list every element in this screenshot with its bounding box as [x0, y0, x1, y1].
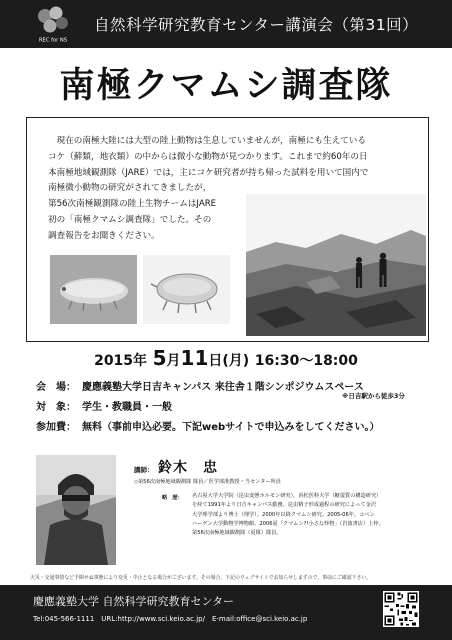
footer-organization: 慶應義塾大学 自然科学研究教育センター [33, 595, 235, 608]
lecture-title: 南極クマムシ調査隊 [59, 66, 393, 106]
event-year-unit: 年 [133, 353, 148, 369]
speaker-photo [36, 455, 116, 565]
tardigrade-micrograph-1 [50, 255, 137, 324]
fee-row [36, 418, 379, 433]
target-label: 対 象： [36, 402, 76, 413]
qr-code[interactable] [383, 591, 419, 627]
event-day-unit: 日 [208, 353, 223, 369]
event-weekday: (月) [222, 353, 250, 369]
tardigrade-micrograph-2 [143, 255, 230, 324]
fee-value: 無料（事前申込必要。下記webサイトで申込みをしてください。） [82, 422, 380, 433]
venue-note: ※日吉駅から徒歩3分 [342, 392, 405, 400]
event-month: 5 [152, 346, 167, 370]
series-title: 自然科学研究教育センター講演会（第31回） [94, 16, 419, 34]
venue-row [36, 378, 364, 393]
logo-text: REC for NS [38, 37, 68, 44]
event-year: 2015 [94, 353, 134, 369]
event-day: 11 [180, 346, 209, 370]
target-row [36, 398, 172, 413]
event-time: 16:30～18:00 [254, 353, 358, 369]
speaker-career: 名古屋大学大学院（昆虫変態ホルモン研究），浜松医科大学（糖蛋質の構造研究） を経て1991年より日吉キャンパス勤務。昆虫精子形成過程の研究によって金沢 大学理学部より博士（理学）。2000年以降クマムシ研究。2005-06年，コペン ハーゲン大学動物学博物館。2006夏「クマムシ?!小さな怪物」（岩波書店）上梓。 第56次南極地域観測隊（夏隊）隊員。 [192, 493, 384, 537]
event-month-unit: 月 [166, 353, 181, 369]
speaker-label: 講師： [134, 466, 154, 474]
speaker-name: 鈴木 忠 [158, 460, 218, 476]
fee-label: 参加費： [36, 422, 76, 433]
venue-value: 慶應義塾大学日吉キャンパス 来往舎１階シンポジウムスペース [82, 382, 364, 393]
center-logo [33, 4, 73, 44]
antarctic-landscape-photo [246, 194, 426, 336]
cancellation-notice: 天災・交通事情など予期せぬ事態により変更・中止となる場合がございます。その場合，下記のウェブサイトでお知らせしますので，事前にご確認下さい。 [30, 575, 372, 581]
venue-label: 会 場： [36, 382, 76, 393]
intro-text: 現在の南極大陸には大型の陸上動物は生息していませんが，南極にも生えている コケ（蘚類，地衣類）の中からは微小な動物が見つかります。これまで約60年の日 本南極地域観測隊（JARE）では，主にコケ研究者が持ち帰った試料を用いて国内で 南極微小動物の研究がされてきましたが， 第56次南極観測隊の陸上生物チームはJARE 初の「南極クマムシ調査隊」でした。その 調査報告をお聞きください。 [48, 136, 369, 241]
event-datetime [0, 346, 452, 370]
career-label: 略 歴： [162, 495, 183, 501]
target-value: 学生・教職員・一般 [82, 402, 172, 413]
footer-contact: Tel:045-566-1111 URL:http://www.sci.keio.ac.jp/ E-mail:office@sci.keio.ac.jp [33, 615, 308, 623]
speaker-affiliation: ◇第56次南極地域観測隊 隊員／医学部准教授・当センター所員 [134, 479, 281, 485]
